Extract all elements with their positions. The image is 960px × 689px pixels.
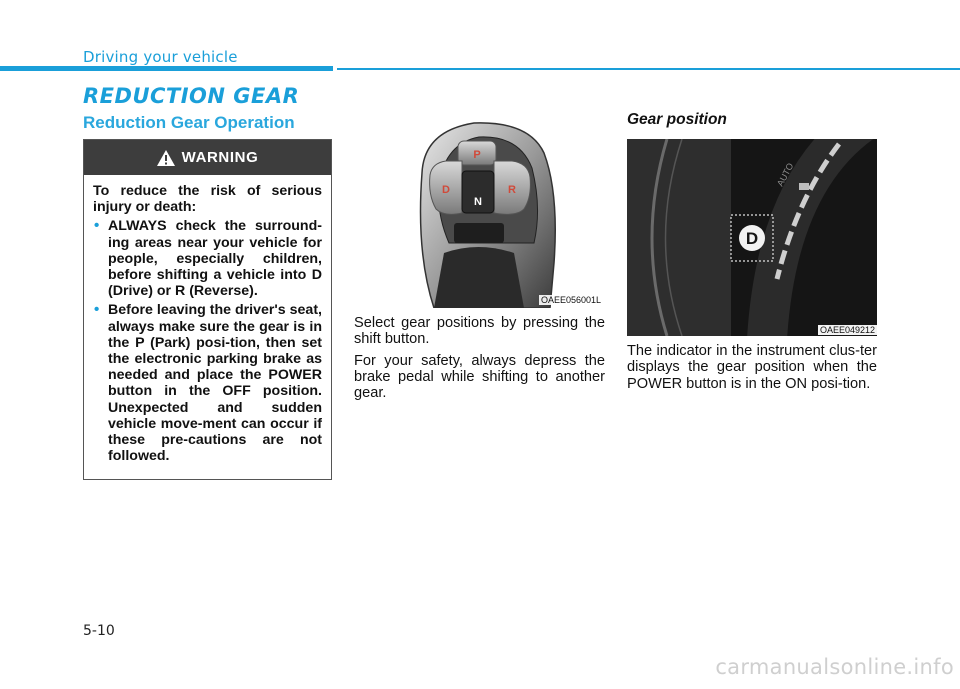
warning-bullet: [93, 218, 322, 299]
chapter-title: REDUCTION GEAR: [83, 84, 300, 108]
shift-console-image: [354, 113, 605, 308]
bullet-icon: •: [94, 301, 100, 319]
warning-title: WARNING: [181, 149, 259, 166]
shift-button-n: N: [474, 196, 482, 208]
gear-indicator: D: [745, 229, 759, 248]
warning-intro: To reduce the risk of serious injury or death:: [93, 183, 322, 216]
shift-button-r: R: [508, 184, 516, 196]
page-number: 5-10: [83, 623, 115, 639]
warning-bullet: [93, 302, 322, 464]
header-bar-thin: [337, 68, 960, 70]
shift-instructions: [354, 315, 605, 406]
paragraph: For your safety, always depress the brake pedal while shifting to another gear.: [354, 352, 605, 402]
paragraph: The indicator in the instrument clus-ter displays the gear position when the POWER button is in the ON posi-tion.: [627, 343, 877, 392]
warning-icon: [157, 150, 175, 166]
warning-bullet-text: ALWAYS check the surround-ing areas near your vehicle for people, especially children, before shifting a vehicle into D (Drive) or R (Reverse).: [108, 218, 322, 300]
shift-button-d: D: [442, 184, 450, 196]
warning-box: [83, 139, 332, 480]
bullet-icon: •: [94, 217, 100, 235]
warning-bullet-text: Before leaving the driver's seat, always make sure the gear is in the P (Park) posi-tion, then set the electronic parking brake as needed and place the POWER button in the OFF position. Unexpected and sudden vehicle move-ment can occur if these pre-cautions are not followed.: [108, 302, 322, 465]
warning-header: [84, 140, 331, 175]
subheading: Reduction Gear Operation: [83, 113, 295, 132]
gear-position-heading: Gear position: [627, 111, 727, 128]
section-title: Driving your vehicle: [83, 48, 238, 66]
gear-position-text: [627, 343, 877, 397]
image-code: OAEE049212: [819, 325, 875, 335]
instrument-cluster-image: [627, 139, 877, 336]
warning-body: [84, 175, 331, 464]
header-bar-thick: [0, 66, 333, 71]
cluster-illustration: [627, 139, 877, 336]
auto-label: AUTO: [774, 161, 796, 188]
shifter-illustration: [354, 113, 605, 308]
image-code: OAEE056001L: [540, 295, 601, 305]
shift-button-p: P: [473, 149, 481, 161]
paragraph: Select gear positions by pressing the shift button.: [354, 315, 605, 348]
watermark: carmanualsonline.info: [715, 655, 954, 679]
